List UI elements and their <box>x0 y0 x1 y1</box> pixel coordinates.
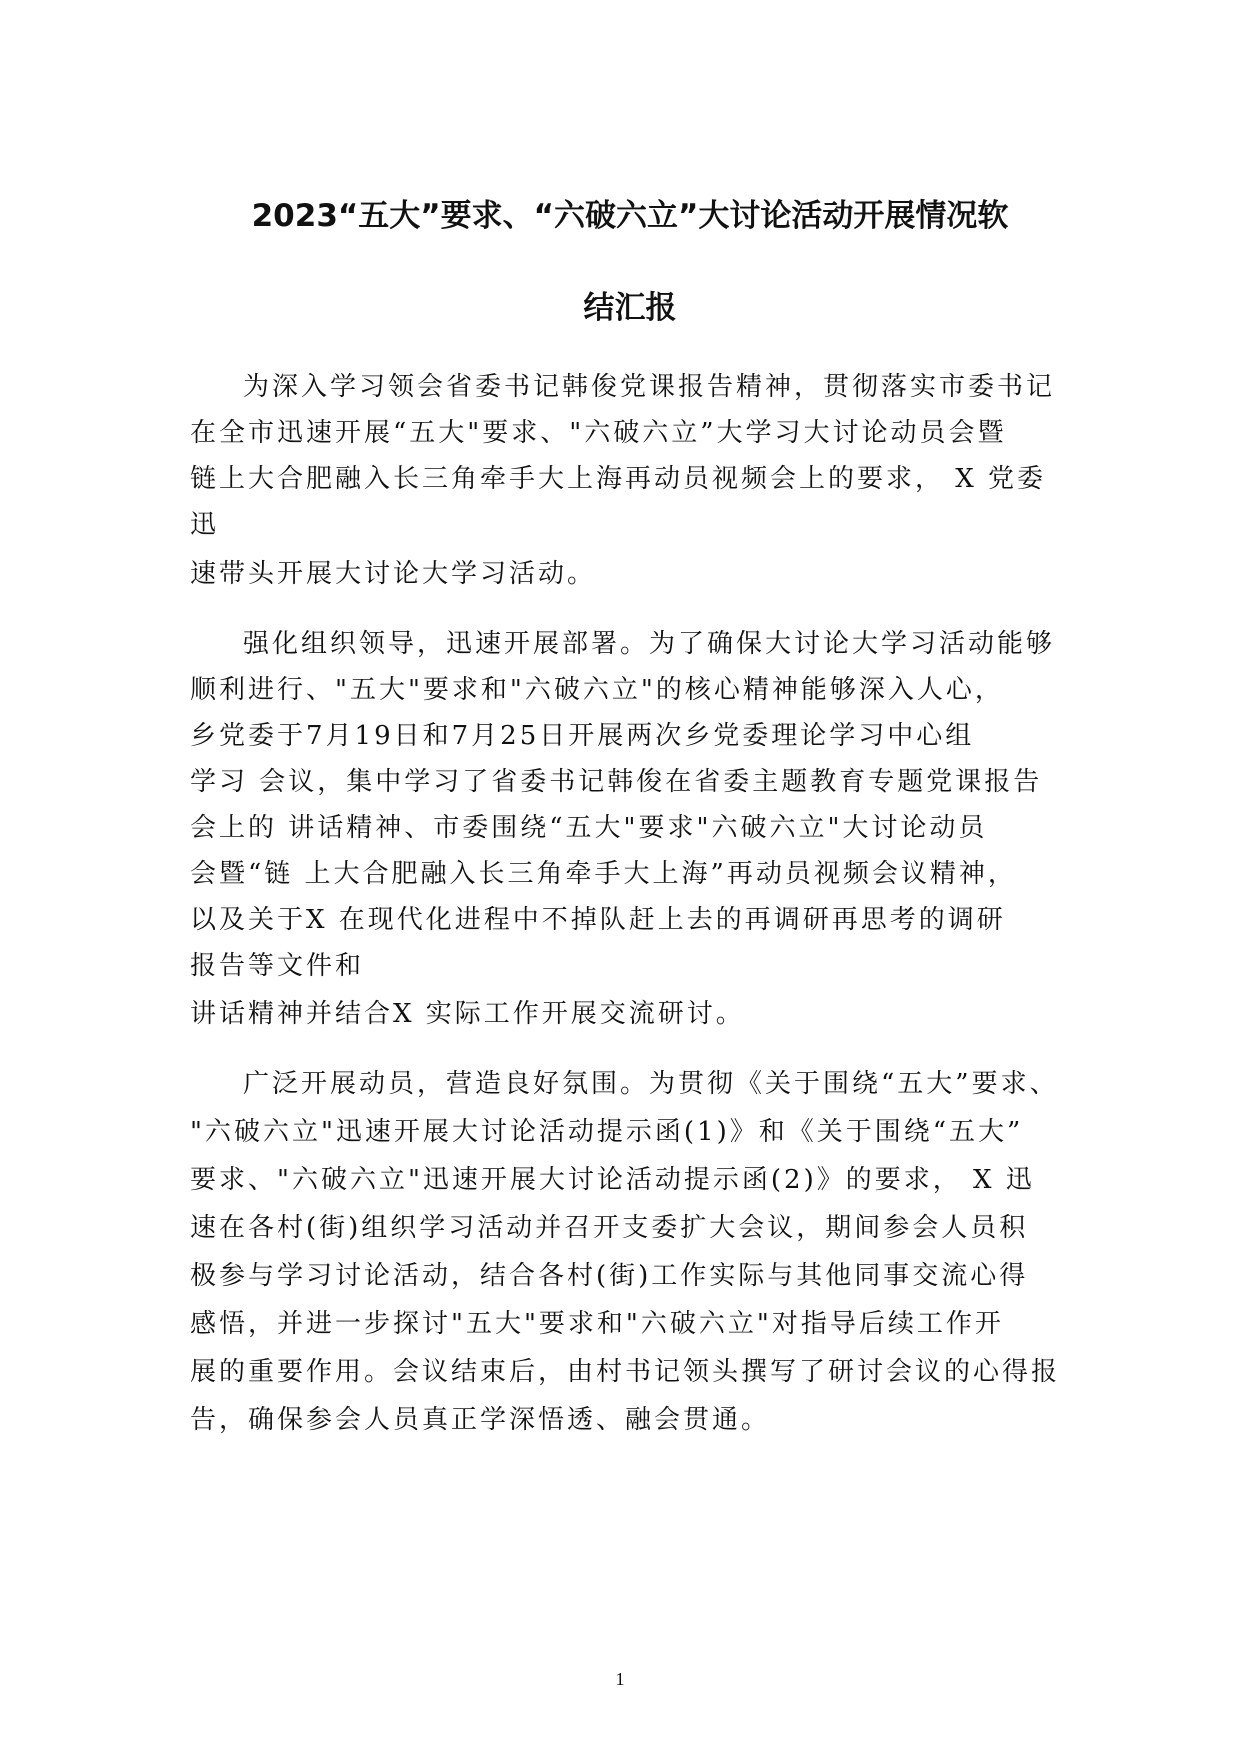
page-number: 1 <box>615 1669 625 1689</box>
paragraph-line: "六破六立"迅速开展大讨论活动提示函(1)》和《关于围绕“五大” <box>190 1117 1024 1147</box>
paragraph-line: 要求、"六破六立"迅速开展大讨论活动提示函(2)》的要求， X 迅 <box>190 1165 1035 1195</box>
paragraph-line: 会暨“链 上大合肥融入长三角牵手大上海”再动员视频会议精神， <box>190 859 1017 889</box>
paragraph-line: 顺利进行、"五大"要求和"六破六立"的核心精神能够深入人心， <box>190 675 1004 705</box>
paragraph-line: 乡党委于7月19日和7月25日开展两次乡党委理论学习中心组 <box>190 721 975 751</box>
paragraph-line: 学习 会议，集中学习了省委书记韩俊在省委主题教育专题党课报告 <box>190 767 1043 797</box>
paragraph-line: 展的重要作用。会议结束后，由村书记领头撰写了研讨会议的心得报 <box>190 1357 1061 1387</box>
paragraph-line: 迅 <box>190 510 220 540</box>
paragraph-line: 广泛开展动员，营造良好氛围。为贯彻《关于围绕“五大”要求、 <box>243 1069 1059 1099</box>
paragraph-line: 会上的 讲话精神、市委围绕“五大"要求"六破六立"大讨论动员 <box>190 813 988 843</box>
paragraph-line: 以及关于X 在现代化进程中不掉队赶上去的再调研再思考的调研 <box>190 905 1006 935</box>
paragraph-line: 速带头开展大讨论大学习活动。 <box>190 559 597 589</box>
paragraph-line: 链上大合肥融入长三角牵手大上海再动员视频会上的要求， X 党委 <box>190 464 1047 494</box>
paragraph-line: 报告等文件和 <box>190 951 365 981</box>
paragraph-line: 极参与学习讨论活动，结合各村(街)工作实际与其他同事交流心得 <box>190 1261 1029 1291</box>
paragraph-line: 在全市迅速开展“五大"要求、"六破六立”大学习大讨论动员会暨 <box>190 418 1007 448</box>
document-title-line-2: 结汇报 <box>583 290 677 326</box>
document-title-line-1: 2023“五大”要求、“六破六立”大讨论活动开展情况软 <box>251 198 1009 234</box>
paragraph-line: 讲话精神并结合X 实际工作开展交流研讨。 <box>190 999 745 1029</box>
paragraph-line: 速在各村(街)组织学习活动并召开支委扩大会议，期间参会人员积 <box>190 1213 1029 1243</box>
paragraph-line: 强化组织领导，迅速开展部署。为了确保大讨论大学习活动能够 <box>243 629 1056 659</box>
paragraph-line: 为深入学习领会省委书记韩俊党课报告精神，贯彻落实市委书记 <box>243 372 1056 402</box>
paragraph-line: 告，确保参会人员真正学深悟透、融会贯通。 <box>190 1405 771 1435</box>
paragraph-line: 感悟，并进一步探讨"五大"要求和"六破六立"对指导后续工作开 <box>190 1309 1004 1339</box>
